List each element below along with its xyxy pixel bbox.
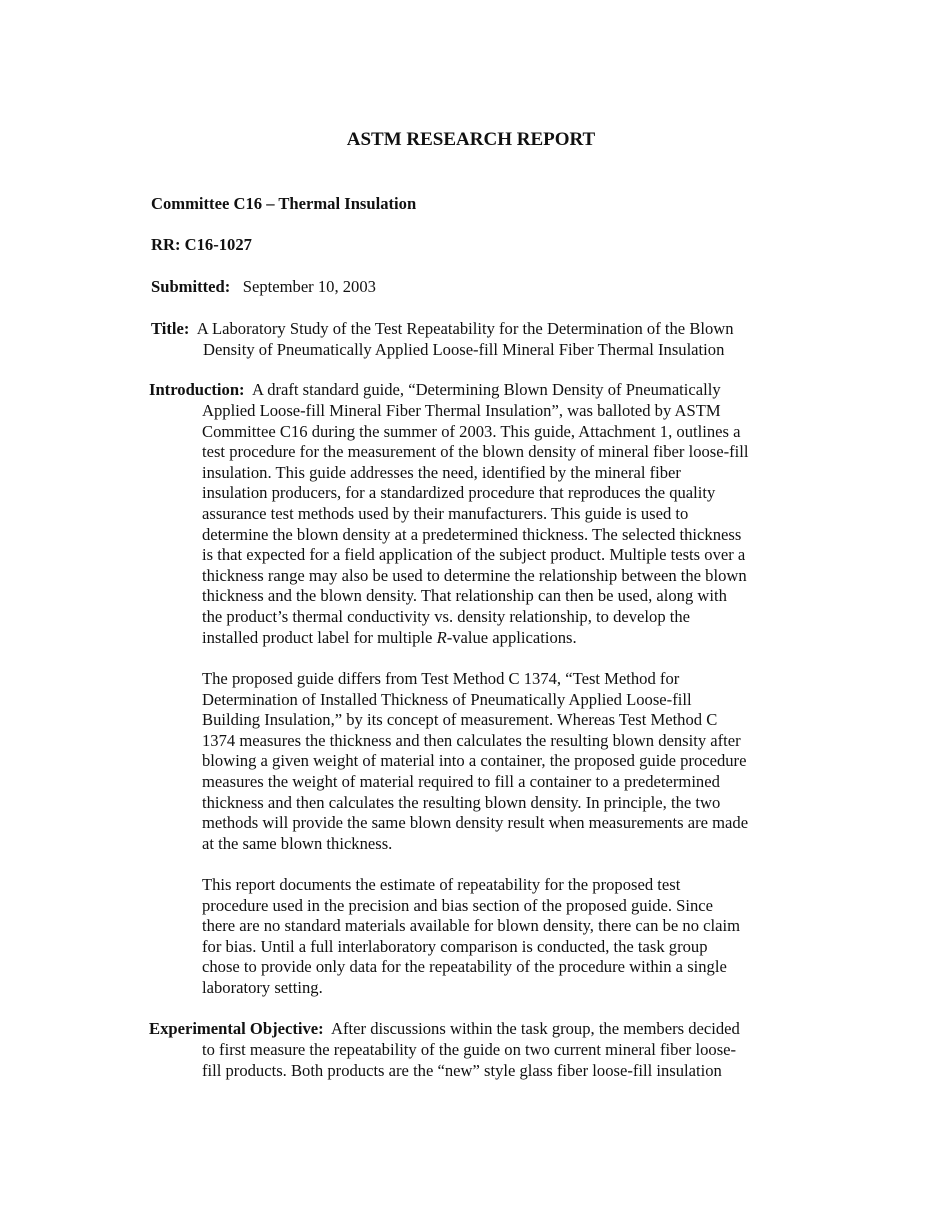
title-label: Title:	[151, 319, 190, 338]
rr-number: RR: C16-1027	[151, 235, 252, 254]
objective-line: After discussions within the task group, the members decided	[331, 1019, 740, 1038]
intro-line: determine the blown density at a predetermined thickness. The selected thickness	[202, 524, 742, 544]
objective-body	[202, 1040, 736, 1081]
paragraph-line: at the same blown thickness.	[202, 833, 393, 853]
paragraph-repeatability	[202, 875, 740, 999]
introduction-label: Introduction:	[149, 380, 245, 399]
introduction-body	[202, 401, 749, 648]
paragraph-line: This report documents the estimate of repeatability for the proposed test	[202, 875, 681, 894]
objective-section	[149, 1019, 740, 1040]
paragraph-line: laboratory setting.	[202, 977, 323, 997]
paragraph-line: 1374 measures the thickness and then calculates the resulting blown density after	[202, 730, 741, 750]
intro-line: installed product label for multiple R-value applications.	[202, 627, 577, 647]
title-block	[151, 318, 734, 360]
submitted-line	[151, 276, 376, 297]
paragraph-line: for bias. Until a full interlaboratory comparison is conducted, the task group	[202, 936, 708, 956]
intro-line: thickness range may also be used to determine the relationship between the blown	[202, 565, 747, 585]
paragraph-line: procedure used in the precision and bias section of the proposed guide. Since	[202, 895, 714, 915]
submitted-label: Submitted:	[151, 277, 231, 296]
report-heading: ASTM RESEARCH REPORT	[346, 129, 596, 150]
paragraph-line: thickness and then calculates the resulting blown density. In principle, the two	[202, 792, 721, 812]
introduction-section	[149, 380, 721, 401]
intro-line: assurance test methods used by their manufacturers. This guide is used to	[202, 503, 689, 523]
intro-line: insulation. This guide addresses the need, identified by the mineral fiber	[202, 462, 681, 482]
paragraph-line: Determination of Installed Thickness of Pneumatically Applied Loose-fill	[202, 689, 692, 709]
intro-line: Applied Loose-fill Mineral Fiber Thermal Insulation”, was balloted by ASTM	[202, 401, 721, 420]
intro-line: thickness and the blown density. That relationship can then be used, along with	[202, 586, 727, 606]
paragraph-line: Building Insulation,” by its concept of measurement. Whereas Test Method C	[202, 710, 718, 730]
intro-line: A draft standard guide, “Determining Blown Density of Pneumatically	[251, 380, 721, 399]
title-line: Density of Pneumatically Applied Loose-fill Mineral Fiber Thermal Insulation	[203, 340, 725, 359]
intro-line: is that expected for a field application of the subject product. Multiple tests over a	[202, 545, 746, 565]
objective-label: Experimental Objective:	[149, 1019, 324, 1038]
paragraph-line: there are no standard materials available for blown density, there can be no claim	[202, 916, 741, 936]
paragraph-line: chose to provide only data for the repeatability of the procedure within a single	[202, 957, 727, 977]
paragraph-line: blowing a given weight of material into a container, the proposed guide procedure	[202, 751, 747, 771]
intro-line: Committee C16 during the summer of 2003. This guide, Attachment 1, outlines a	[202, 421, 741, 441]
title-line: A Laboratory Study of the Test Repeatability for the Determination of the Blown	[196, 319, 734, 338]
submitted-date: September 10, 2003	[242, 277, 376, 296]
paragraph-c1374-comparison	[202, 669, 748, 854]
paragraph-line: The proposed guide differs from Test Method C 1374, “Test Method for	[202, 669, 680, 688]
paragraph-line: measures the weight of material required to fill a container to a predetermined	[202, 771, 720, 791]
objective-line: to first measure the repeatability of the guide on two current mineral fiber loose-	[202, 1040, 737, 1059]
intro-line: insulation producers, for a standardized procedure that reproduces the quality	[202, 483, 716, 503]
intro-line: the product’s thermal conductivity vs. density relationship, to develop the	[202, 606, 691, 626]
intro-line: test procedure for the measurement of the blown density of mineral fiber loose-fill	[202, 442, 749, 462]
committee-line: Committee C16 – Thermal Insulation	[151, 194, 417, 213]
paragraph-line: methods will provide the same blown density result when measurements are made	[202, 813, 749, 833]
objective-line: fill products. Both products are the “new” style glass fiber loose-fill insulation	[202, 1060, 722, 1080]
